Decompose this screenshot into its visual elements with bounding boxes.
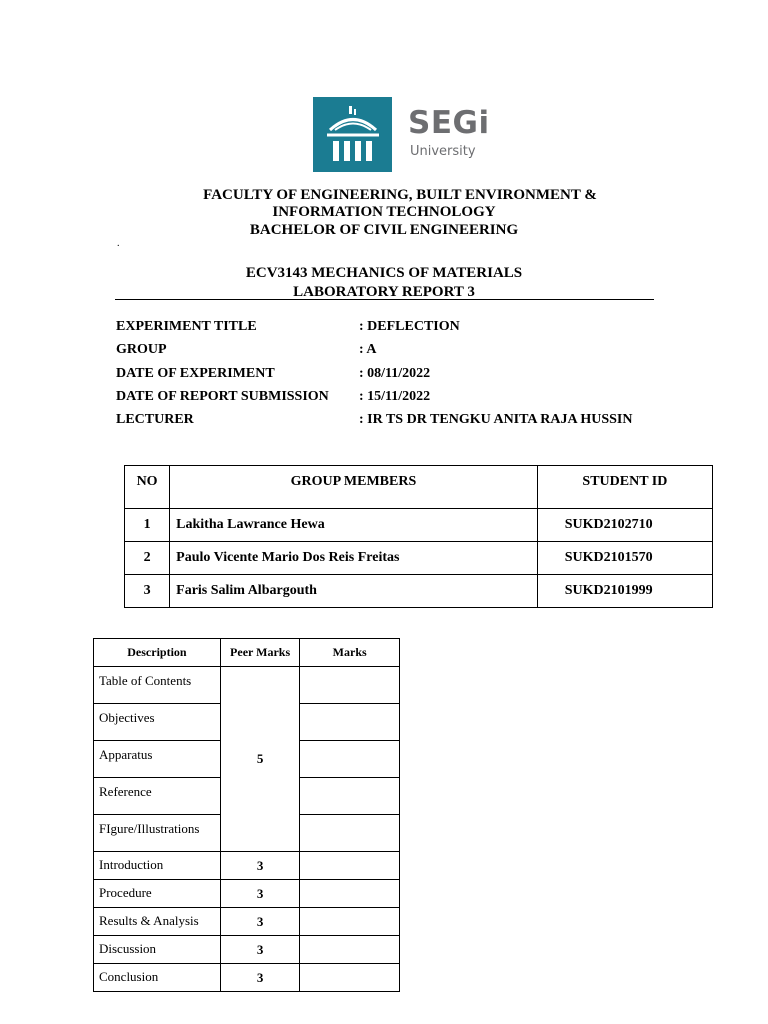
table-row [125, 575, 713, 608]
table-row [94, 667, 400, 704]
info-label-experiment-title: EXPERIMENT TITLE [116, 319, 257, 334]
info-label-date-submission: DATE OF REPORT SUBMISSION [116, 389, 329, 404]
peer-mark: 3 [220, 908, 300, 936]
marks-cell[interactable] [300, 908, 400, 936]
table-row [125, 509, 713, 542]
info-label-group: GROUP [116, 342, 167, 357]
member-no: 2 [125, 542, 170, 575]
marks-cell[interactable] [300, 778, 400, 815]
marks-cell[interactable] [300, 936, 400, 964]
university-logo-icon [313, 97, 392, 172]
info-label-date-experiment: DATE OF EXPERIMENT [116, 366, 275, 381]
marks-description: Results & Analysis [94, 908, 221, 936]
table-row [94, 964, 400, 992]
member-no: 1 [125, 509, 170, 542]
info-value-group: : A [359, 342, 377, 357]
table-row [94, 880, 400, 908]
peer-mark: 3 [220, 964, 300, 992]
marks-cell[interactable] [300, 964, 400, 992]
marks-cell[interactable] [300, 852, 400, 880]
programme-title: BACHELOR OF CIVIL ENGINEERING [249, 222, 519, 238]
table-row [94, 852, 400, 880]
info-label-lecturer: LECTURER [116, 412, 194, 427]
header-description: Description [94, 639, 221, 667]
header-student-id: STUDENT ID [537, 466, 712, 509]
marks-cell[interactable] [300, 704, 400, 741]
marks-description: FIgure/Illustrations [94, 815, 221, 852]
member-no: 3 [125, 575, 170, 608]
report-title: LABORATORY REPORT 3 [293, 284, 475, 300]
marks-cell[interactable] [300, 741, 400, 778]
table-header-row [125, 466, 713, 509]
member-id: SUKD2102710 [537, 509, 712, 542]
group-members-table [124, 465, 713, 608]
marks-cell[interactable] [300, 880, 400, 908]
faculty-line-2: INFORMATION TECHNOLOGY [272, 204, 496, 220]
header-marks: Marks [300, 639, 400, 667]
member-name: Paulo Vicente Mario Dos Reis Freitas [170, 542, 538, 575]
header-divider [115, 299, 654, 300]
member-id: SUKD2101570 [537, 542, 712, 575]
member-name: Faris Salim Albargouth [170, 575, 538, 608]
marks-description: Procedure [94, 880, 221, 908]
peer-mark: 3 [220, 880, 300, 908]
table-row [94, 936, 400, 964]
member-name: Lakitha Lawrance Hewa [170, 509, 538, 542]
info-value-date-experiment: : 08/11/2022 [359, 366, 431, 381]
info-value-experiment-title: : DEFLECTION [359, 319, 460, 334]
peer-mark: 3 [220, 852, 300, 880]
header-peer-marks: Peer Marks [220, 639, 300, 667]
table-row [125, 542, 713, 575]
faculty-line-1: FACULTY OF ENGINEERING, BUILT ENVIRONMENT & [203, 187, 597, 203]
logo-subtitle: University [410, 144, 476, 159]
member-id: SUKD2101999 [537, 575, 712, 608]
stray-mark: . [117, 238, 120, 249]
marks-cell[interactable] [300, 815, 400, 852]
marks-cell[interactable] [300, 667, 400, 704]
building-dome-icon [313, 97, 392, 172]
logo-wordmark: SEGi [408, 105, 490, 141]
marks-description: Apparatus [94, 741, 221, 778]
course-title: ECV3143 MECHANICS OF MATERIALS [245, 265, 523, 281]
peer-mark: 3 [220, 936, 300, 964]
marks-description: Objectives [94, 704, 221, 741]
marks-header-row [94, 639, 400, 667]
marks-description: Discussion [94, 936, 221, 964]
marks-description: Conclusion [94, 964, 221, 992]
header-no: NO [125, 466, 170, 509]
marks-description: Introduction [94, 852, 221, 880]
marks-description: Table of Contents [94, 667, 221, 704]
marks-description: Reference [94, 778, 221, 815]
table-row [94, 908, 400, 936]
info-value-lecturer: : IR TS DR TENGKU ANITA RAJA HUSSIN [359, 412, 633, 427]
group-peer-mark: 5 [220, 667, 300, 852]
marks-table [93, 638, 400, 992]
info-value-date-submission: : 15/11/2022 [359, 389, 431, 404]
header-group-members: GROUP MEMBERS [170, 466, 538, 509]
